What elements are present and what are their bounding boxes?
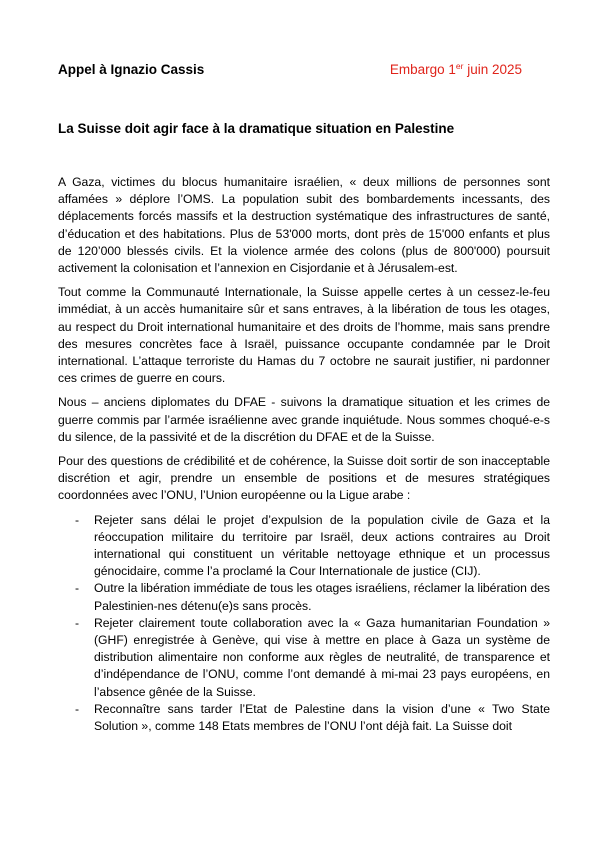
list-item-text: Outre la libération immédiate de tous les otages israéliens, réclamer la libération des Palestinien-nes détenu(e)s sans procès. (94, 581, 550, 613)
paragraph: Nous – anciens diplomates du DFAE - suivons la dramatique situation et les crimes de guerre commis par l’armée israélienne avec grande inquiétude. Nous sommes choqué-e-s du silence, de la passivité et de la discrétion du DFAE et de la Suisse. (58, 395, 550, 444)
letter-header (58, 62, 522, 80)
document-body (58, 174, 550, 735)
list-item-text: Rejeter clairement toute collaboration avec la « Gaza humanitarian Foundation » (GHF) enregistrée à Genève, qui vise à mettre en place à Gaza un système de distribution alimentaire non conforme aux règles de neutralité, de transparence et d’indépendance de l’ONU, comme l’ont demandé à mi-mai 23 pays européens, en l’absence gênée de la Suisse. (94, 615, 550, 699)
list-item-text: Rejeter sans délai le projet d’expulsion de la population civile de Gaza et la réoccupation militaire du territoire par Israël, deux actions contraires au Droit international qui constituent un véritable nettoyage ethnique et un processus génocidaire, comme l’a proclamé la Cour Internationale de justice (CIJ). (94, 512, 550, 579)
list-item (58, 701, 550, 735)
document-title: La Suisse doit agir face à la dramatique situation en Palestine (58, 121, 455, 136)
addressee: Appel à Ignazio Cassis (58, 62, 205, 77)
embargo-suffix: juin 2025 (463, 62, 522, 77)
embargo-superscript: er (455, 61, 464, 71)
embargo-date (390, 62, 522, 77)
list-item-text: Reconnaître sans tarder l’Etat de Palestine dans la vision d’une « Two State Solution », comme 148 Etats membres de l’ONU l’ont déjà fait. La Suisse doit (94, 701, 550, 734)
list-dash: - (75, 512, 80, 527)
list-item (58, 580, 550, 614)
paragraph: Tout comme la Communauté Internationale, la Suisse appelle certes à un cessez-le-feu immédiat, à un accès humanitaire sûr et sans entraves, à la libération de tous les otages, au respect du Droit international humanitaire et des droits de l’homme, mais sans prendre des mesures concrètes face à Israël, puissance occupante condamnée par le Droit international. L’attaque terroriste du Hamas du 7 octobre ne saurait justifier, ni pardonner ces crimes de guerre en cours. (58, 285, 550, 386)
demands-list (58, 512, 550, 736)
paragraph: A Gaza, victimes du blocus humanitaire israélien, « deux millions de personnes sont affamées » déplore l’OMS. La population subit des bombardements incessants, des déplacements forcés massifs et la destruction systématique des infrastructures de santé, d’éducation et des habitations. Plus de 53'000 morts, dont près de 15'000 enfants et plus de 120’000 blessés civils. Et la violence armée des colons (plus de 800'000) poursuit activement la colonisation et l’annexion en Cisjordanie et à Jérusalem-est. (58, 175, 550, 276)
list-item (58, 512, 550, 581)
list-dash: - (75, 581, 80, 596)
list-dash: - (75, 701, 80, 716)
paragraph: Pour des questions de crédibilité et de cohérence, la Suisse doit sortir de son inacceptable discrétion et agir, prendre un ensemble de positions et de mesures stratégiques coordonnées avec l’ONU, l’Union européenne ou la Ligue arabe : (58, 454, 550, 503)
embargo-prefix: Embargo 1 (389, 62, 456, 77)
list-dash: - (75, 615, 80, 630)
list-item (58, 615, 550, 701)
